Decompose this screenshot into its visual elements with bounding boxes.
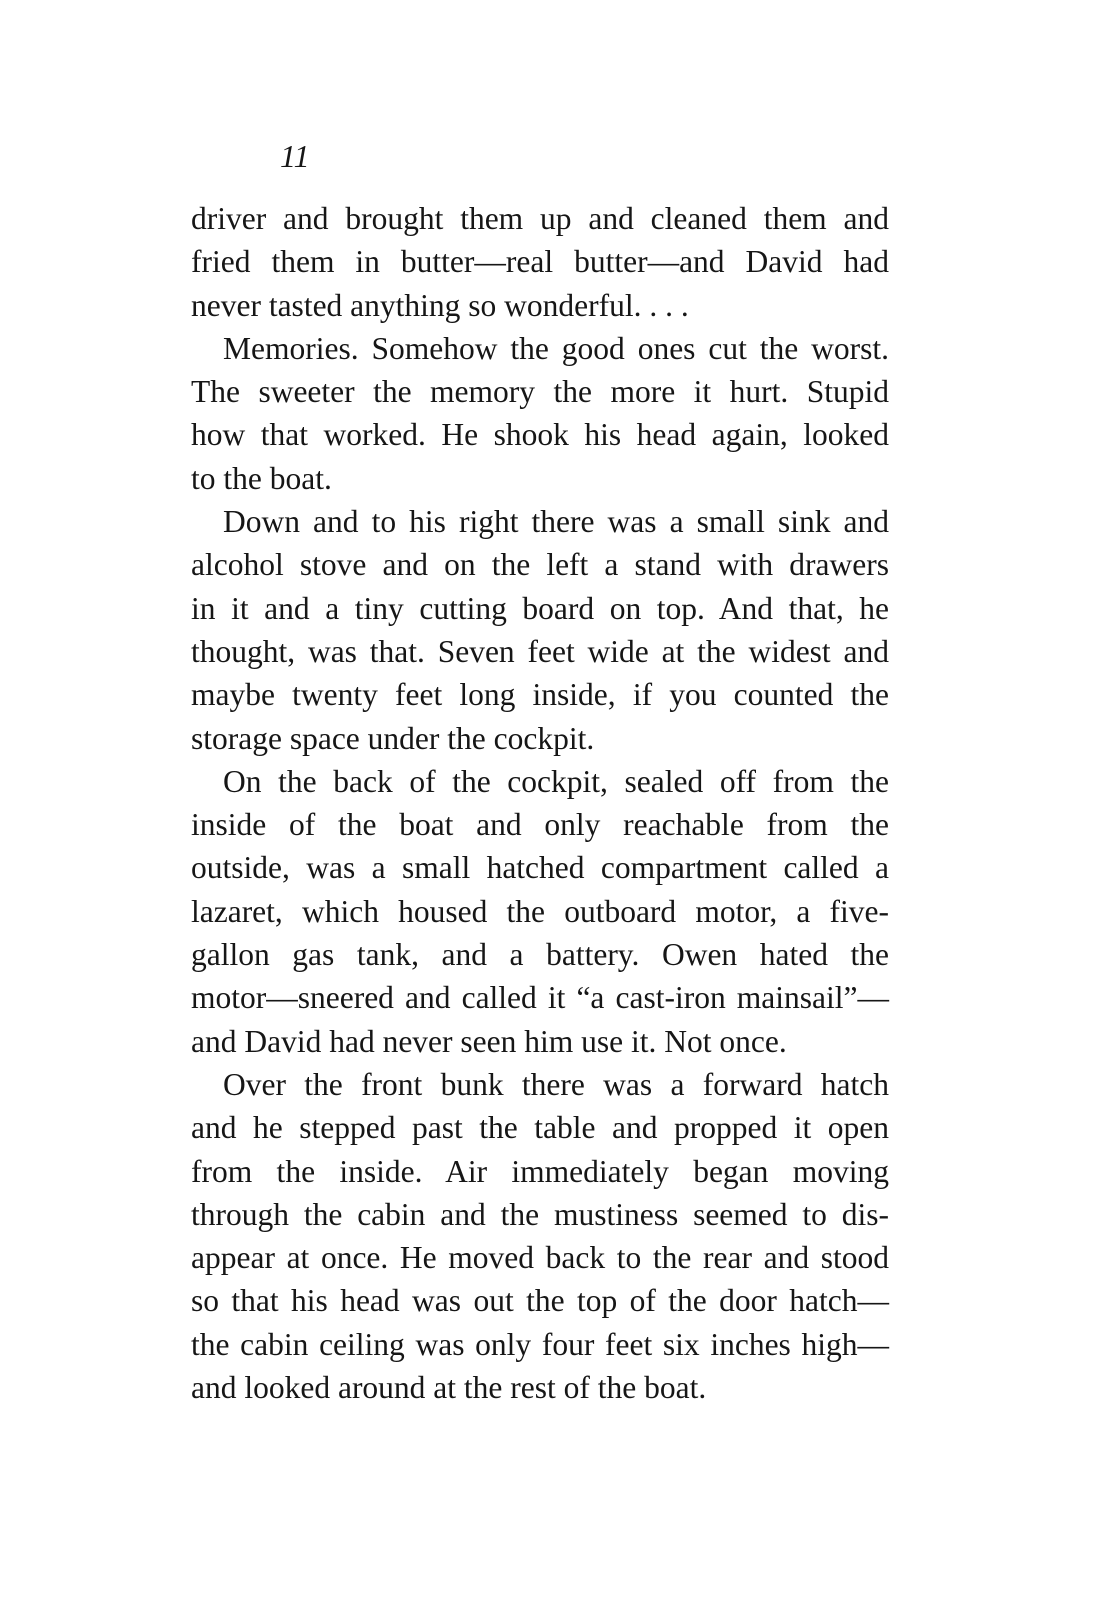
text-line: how that worked. He shook his head again, looked — [191, 417, 889, 453]
text-line: Down and to his right there was a small sink and — [223, 504, 889, 540]
text-line: never tasted anything so wonderful. . . . — [191, 287, 689, 323]
text-line: thought, was that. Seven feet wide at the widest and — [191, 633, 889, 669]
text-line: motor—sneered and called it “a cast-iron mainsail”— — [191, 980, 889, 1016]
text-line: storage space under the cockpit. — [191, 720, 595, 756]
text-line: and David had never seen him use it. Not once. — [191, 1023, 787, 1059]
text-line: outside, was a small hatched compartment called a — [191, 850, 889, 886]
text-line: lazaret, which housed the outboard motor, a five- — [191, 893, 889, 929]
text-line: On the back of the cockpit, sealed off from the — [223, 763, 889, 799]
text-line: driver and brought them up and cleaned them and — [191, 201, 889, 236]
text-line: inside of the boat and only reachable from the — [191, 807, 889, 843]
text-line: appear at once. He moved back to the rear and stood — [191, 1240, 889, 1276]
text-line: through the cabin and the mustiness seemed to dis- — [191, 1196, 889, 1232]
text-line: The sweeter the memory the more it hurt. Stupid — [191, 374, 889, 410]
text-line: and he stepped past the table and propped it open — [191, 1110, 889, 1146]
text-line: so that his head was out the top of the door hatch— — [191, 1283, 889, 1319]
text-line: in it and a tiny cutting board on top. And that, he — [191, 590, 889, 626]
text-line: the cabin ceiling was only four feet six inches high— — [191, 1326, 889, 1362]
text-line: fried them in butter—real butter—and David had — [191, 244, 889, 280]
text-line: Over the front bunk there was a forward hatch — [223, 1066, 889, 1102]
text-line: maybe twenty feet long inside, if you counted the — [191, 677, 889, 713]
page-number: 11 — [280, 138, 310, 174]
text-line: gallon gas tank, and a battery. Owen hated the — [191, 937, 889, 973]
text-line: alcohol stove and on the left a stand with drawers — [191, 547, 889, 583]
text-line: Memories. Somehow the good ones cut the worst. — [223, 330, 889, 366]
body-text — [191, 197, 889, 1409]
text-line: to the boat. — [191, 460, 332, 496]
text-line: and looked around at the rest of the boat. — [191, 1370, 707, 1406]
text-line: from the inside. Air immediately began moving — [191, 1153, 889, 1189]
